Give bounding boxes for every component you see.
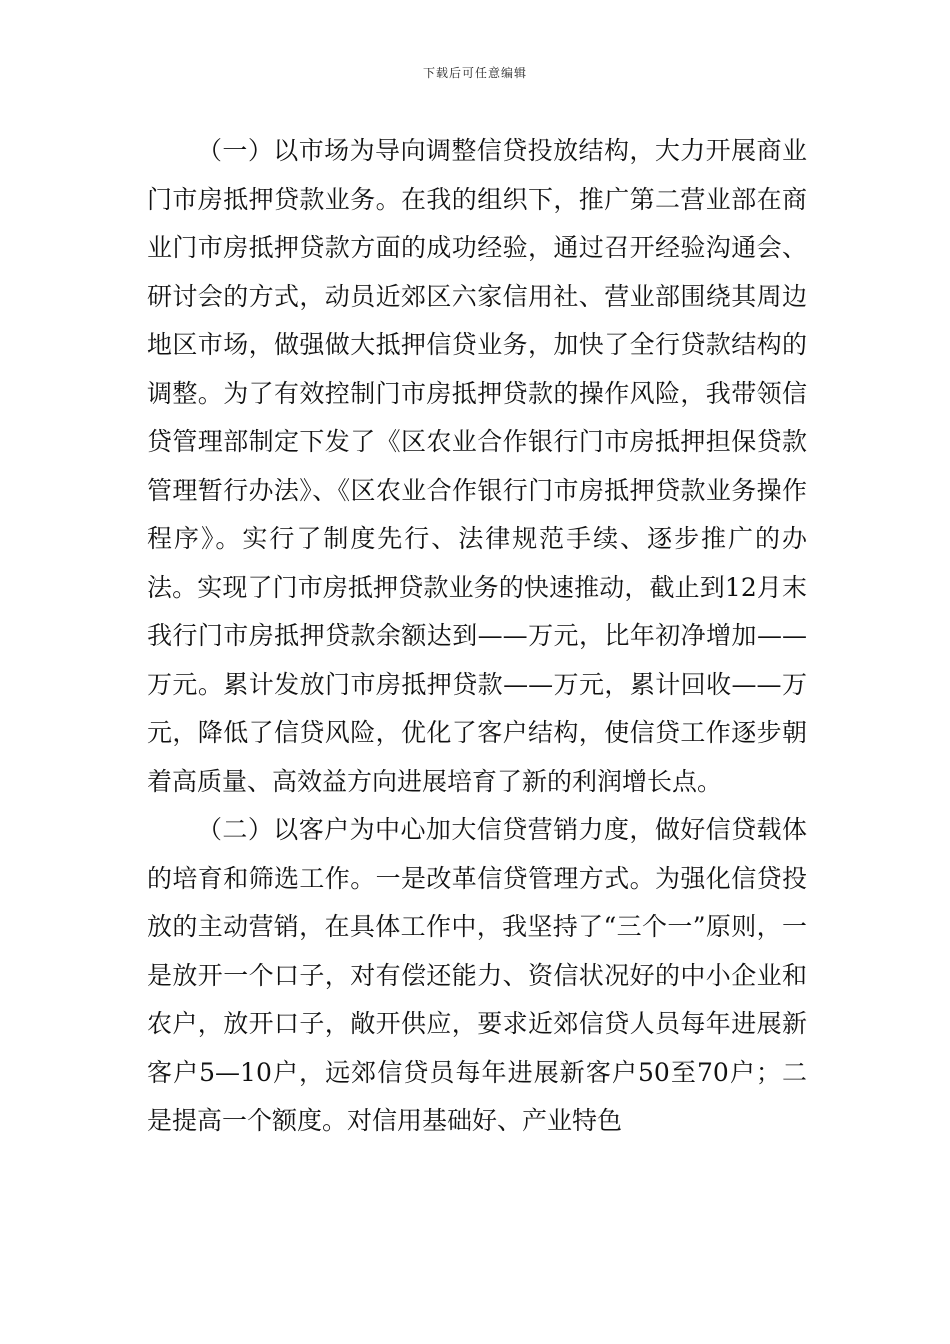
page-header-note: 下载后可任意编辑 (422, 66, 527, 80)
document-body (147, 127, 807, 1146)
paragraph-2: （二）以客户为中心加大信贷营销力度，做好信贷载体的培育和筛选工作。一是改革信贷管理方式。为强化信贷投放的主动营销，在具体工作中，我坚持了“三个一”原则，一是放开一个口子，对有偿还能力、资信状况好的中小企业和农户，放开口子，敞开供应，要求近郊信贷人员每年进展新客户5—10户，远郊信贷员每年进展新客户50至70户；二是提高一个额度。对信用基础好、产业特色 (147, 815, 807, 1135)
paragraph-1: （一）以市场为导向调整信贷投放结构，大力开展商业门市房抵押贷款业务。在我的组织下，推广第二营业部在商业门市房抵押贷款方面的成功经验，通过召开经验沟通会、研讨会的方式，动员近郊区六家信用社、营业部围绕其周边地区市场，做强做大抵押信贷业务，加快了全行贷款结构的调整。为了有效控制门市房抵押贷款的操作风险，我带领信贷管理部制定下发了《区农业合作银行门市房抵押担保贷款管理暂行办法》、《区农业合作银行门市房抵押贷款业务操作程序》。实行了制度先行、法律规范手续、逐步推广的办法。实现了门市房抵押贷款业务的快速推动，截止到12月末我行门市房抵押贷款余额达到——万元，比年初净增加——万元。累计发放门市房抵押贷款——万元，累计回收——万元，降低了信贷风险，优化了客户结构，使信贷工作逐步朝着高质量、高效益方向进展培育了新的利润增长点。 (147, 136, 807, 796)
